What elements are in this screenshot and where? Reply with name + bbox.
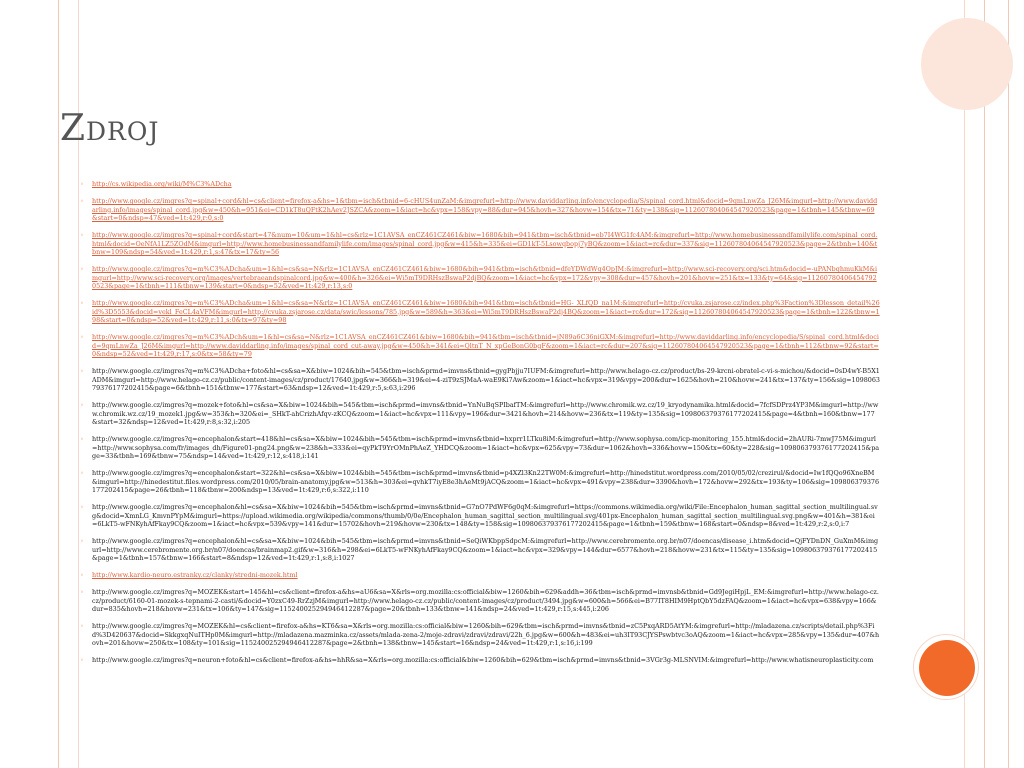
source-list-item [80, 367, 880, 392]
source-list-item [80, 401, 880, 426]
source-list-item [80, 435, 880, 460]
circle-bullet-icon: ◦ [80, 180, 84, 188]
source-text: http://www.google.cz/imgres?q=MOZEK&hl=cs&client=firefox-a&hs=KT6&sa=X&rls=org.mozilla:cs:official&biw=1260&bih=629&tbm=isch&prmd=imvns&tbnid=zC5PxqARD5AtYM:&imgrefurl=http://mladazena.cz/scripts/detail.php%3Fid%3D420637&docid=SkkgxqNuITHp0M&imgurl=http://mladazena.mazminka.cz/assets/mlada-zena-2/moje-zdravi/zdravi/zdravi/22h_6.jpg&w=600&h=483&ei=uh3IT93CJYSPswbtvc3oAQ&zoom=1&iact=hc&vpx=285&vpy=135&dur=407&hovh=201&hovw=250&tx=108&ty=101&sig=115240025294946412287&page=2&tbnh=138& [92, 622, 880, 648]
source-text: http://www.google.cz/imgres?q=encephalon&hl=cs&sa=X&biw=1024&bih=545&tbm=isch&prmd=imvns&tbnid=G7nO7PdWF6g0qM:&imgrefurl=https://commons.wikimedia.org/wiki/File:Encephalon_human_sagittal_section_multilingual.svg&docid=XmnLG_KmvnPYpM&imgurl=https://upload.wikimedia.org/wikipedia/commons/thumb/0/0e/Encephalon_human_sagittal_section_multilingual.svg/401px-Encephalon_human_sagittal_section_multilingual.svg.png&w=401&h=381&ei=6LkT5-wFNKyhAfFkay9CQ&zoom=1&iact=hc&vpx=539&vpy=141&dur=15702&hovh=219&hovw=230&tx=148&ty=158&sig=109806379376177202415&page=1&tbnh=159&tbnw=168&start=0&ndsp=8&ved=1t:429,r:2,s:0,i:7 [92, 503, 878, 528]
source-list-item [80, 299, 880, 324]
circle-bullet-icon: ◦ [80, 469, 84, 478]
circle-bullet-icon: ◦ [80, 367, 84, 376]
circle-bullet-icon: ◦ [80, 571, 84, 580]
source-list-item [80, 469, 880, 494]
source-link-fragment[interactable]: tbnw=145&start=16&ndsp=24&ved=1t:429,r:1,s:16,i:199 [400, 639, 593, 648]
source-text: http://www.google.cz/imgres?q=mozek+foto&hl=cs&sa=X&biw=1024&bih=545&tbm=isch&prmd=imvns&tbnid=YnNuBqSPIbafTM:&imgrefurl=http://www.chromik.wz.cz/19_kryodynamika.html&docid=7fcfSDPrz4YP3M&imgurl=http://www.chromik.wz.cz/19_mozek1.jpg&w=353&h=320&ei=_SHkT-ahCrizhAfqv-zKCQ&zoom=1&iact=hc&vpx=111&vpy=196&dur=3421&hovh=214&hovw=236&tx=119&ty=135&sig=109806379376177202415&page=4&tbnh=160&tbnw=177&start=32&ndsp=12&ved=1t:429,r:8,s:32,i:205 [92, 401, 879, 426]
circle-bullet-icon: ◦ [80, 537, 84, 546]
circle-bullet-icon: ◦ [80, 333, 84, 342]
source-link[interactable]: http://www.google.cz/imgres?q=m%C3%ADch&um=1&hl=cs&sa=N&rlz=1C1AVSA_enCZ461CZ461&biw=1680&bih=941&tbm=isch&tbnid=jN89a6C36niGXM:&imgrefurl=http://www.daviddarling.info/encyclopedia/S/spinal_cord.html&docid=9qmLnwZa_J26M&imgurl=http://www.daviddarling.info/images/spinal_cord_cut-away.jpg&w=450&h=341&ei=QltnT_N_xpGeBonG0bgF&zoom=1&iact=rc&dur=207&sig=112607804064547920523&page=1&tbnh=112&tbnw=92&start=0&ndsp=52&ved=1t:429,r:17,s:0&tx=58&ty=79 [92, 333, 879, 358]
circle-bullet-icon: ◦ [80, 622, 84, 631]
circle-bullet-icon: ◦ [80, 197, 84, 206]
source-text: http://www.google.cz/imgres?q=m%C3%ADcha+foto&hl=cs&sa=X&biw=1024&bih=545&tbm=isch&prmd=imvns&tbnid=gygPbjju7IUFM:&imgrefurl=http://www.helago-cz.cz/product/bs-29-krcni-obratel-c-vi-s-michou/&docid=0sD4wY-B5X1ADM&imgurl=http://www.helago-cz.cz/public/content-images/cz/product/17640.jpg&w=366&h=319&ei=4-ziT9zSJMaA-waE9Ki7Aw&zoom=1&iact=hc&vpx=319&vpy=200&dur=1625&hovh=210&hovw=241&tx=137&ty=156&sig=109806379376177202415&page=6&tbnh=151&tbnw=177&start=63&ndsp=12&ved=1t:429,r:5,s:63,i:296 [92, 367, 880, 392]
source-link[interactable]: http://cs.wikipedia.org/wiki/M%C3%ADcha [92, 180, 232, 188]
source-list-item [80, 231, 880, 256]
circle-bullet-icon: ◦ [80, 265, 84, 274]
source-link[interactable]: http://www.google.cz/imgres?q=m%C3%ADcha&um=1&hl=cs&sa=N&rlz=1C1AVSA_enCZ461CZ461&biw=1680&bih=941&tbm=isch&tbnid=HG-_XLfQD_na1M:&imgrefurl=http://cvuka.zsjarose.cz/index.php%3Faction%3Dlesson_detail%26id%3D5553&docid=vekl_FeCL4aVFM&imgurl=http://cvuka.zsjarose.cz/data/swic/lessons/785.jpg&w=589&h=363&ei=Wi5mT9DRHszBswaP2dj4BQ&zoom=1&iact=rc&dur=172&sig=112607804064547920523&page=1&tbnh=122&tbnw=198&start=0&ndsp=52&ved=1t:429,r:11,s:0&tx=97&ty=98 [92, 299, 880, 324]
decorative-circle-top [921, 18, 1013, 110]
source-list-item [80, 333, 880, 358]
circle-bullet-icon: ◦ [80, 588, 84, 597]
circle-bullet-icon: ◦ [80, 401, 84, 410]
circle-bullet-icon: ◦ [80, 231, 84, 240]
source-text: http://www.google.cz/imgres?q=neuron+foto&hl=cs&client=firefox-a&hs=hhR&sa=X&rls=org.mozilla:cs:official&biw=1260&bih=629&tbm=isch&prmd=imvns&tbnid=3VGr3g-MLSNVIM:&imgrefurl=http://www.whatisneuroplasticity.com [92, 656, 874, 665]
source-list-item [80, 197, 880, 222]
source-list-item [80, 622, 880, 647]
source-link[interactable]: http://www.google.cz/imgres?q=spinal+cord&start=47&num=10&um=1&hl=cs&rlz=1C1AVSA_enCZ461CZ461&biw=1680&bih=941&tbm=isch&tbnid=eb7I4WG1fc4AM:&imgrefurl=http://www.homebusinessandfamilylife.com/spinal_cord.html&docid=OeNfA1LZ5ZOdM&imgurl=http://www.homebusinessandfamilylife.com/images/spinal_cord.jpg&w=415&h=335&ei=GD1kT-5Lsowqbopj7yBQ&zoom=1&iact=rc&dur=337&sig=112607804064547920523&page=2&tbnh=140&tbnw=109&ndsp=54&ved=1t:429,r:1,s:47&tx=17&ty=56 [92, 231, 878, 256]
source-link[interactable]: http://www.google.cz/imgres?q=m%C3%ADcha&um=1&hl=cs&sa=N&rlz=1C1AVSA_enCZ461CZ461&biw=1680&bih=941&tbm=isch&tbnid=dfeYDWdWq4OpJM:&imgrefurl=http://www.sci-recovery.org/sci.htm&docid=-uPANbqhmuKkM&imgurl=http://www.sci-recovery.org/images/vertebraeandspinalcord.jpg&w=400&h=326&ei=Wi5mT9DRHszBswaP2djBQ&zoom=1&iact=hc&vpx=172&vpy=308&dur=457&hovh=201&hovw=251&tx=133&ty=64&sig=112607804064547920523&page=1&tbnh=111&tbnw=139&start=0&ndsp=52&ved=1t:429,r:13,s:0 [92, 265, 878, 290]
source-text: http://www.google.cz/imgres?q=encephalon&hl=cs&sa=X&biw=1024&bih=545&tbm=isch&prmd=imvns&tbnid=SeQiWKbppSdpcM:&imgrefurl=http://www.cerebromente.org.br/n07/doencas/disease_i.htm&docid=QjFYDnDN_GuXmM&imgurl=http://www.cerebromente.org.br/n07/doencas/brainmap2.gif&w=316&h=298&ei=6LkT5-wFNKyhAfFkay9CQ&zoom=1&iact=hc&vpx=329&vpy=144&dur=6577&hovh=218&hovw=231&tx=115&ty=135&sig=109806379376177202415&page=1&tbnh=157&tbnw=166&start=8&ndsp=12&ved=1t:429,r:1,s:8,i:1027 [92, 537, 879, 562]
source-link[interactable]: http://www.kardio-neuro.estranky.cz/clanky/stredni-mozek.html [92, 571, 298, 580]
source-list-item [80, 503, 880, 528]
source-text: http://www.google.cz/imgres?q=MOZEK&start=145&hl=cs&client=firefox-a&hs=aU6&sa=X&rls=org.mozilla:cs:official&biw=1260&bih=629&addh=36&tbm=isch&prmd=imvnsb&tbnid=Gd9JegiHpjL_EM:&imgrefurl=http://www.helago-cz.cz/product/6160-01-mozek-s-tepnami-2-casti/&docid=Y0zxC49-RrZzjM&imgurl=http://www.helago-cz.cz/public/content-images/cz/product/3494.jpg&w=600&h=566&ei=B77IT8HIM9HptQbY5dzFAQ&zoom=1&iact=hc&vpx=638&vpy=166&dur=835&hovh=218&hovw=231&tx=106&ty= [92, 588, 879, 614]
source-link[interactable]: http://www.google.cz/imgres?q=spinal+cord&hl=cs&client=firefox-a&hs=1&tbm=isch&tbnid=6-cHUS4unZaM:&imgrefurl=http://www.daviddarling.info/encyclopedia/S/spinal_cord.html&docid=9qmLnwZa_J26M&imgurl=http://www.daviddarling.info/images/spinal_cord.jpg&w=450&h=951&ei=CD1kT8uQFtK2hAev2JSZCA&zoom=1&iact=hc&vpx=158&vpy=88&dur=945&hovh=327&hovw=154&tx=71&ty=138&sig=112607804064547920523&page=1&tbnh=145&tbnw=69&start=0&ndsp=47&ved=1t:429,r:0,s:0 [92, 197, 878, 222]
circle-bullet-icon: ◦ [80, 656, 84, 665]
source-list-item [80, 571, 880, 579]
source-list-item [80, 537, 880, 562]
source-text: http://www.google.cz/imgres?q=encephalon&start=322&hl=cs&sa=X&biw=1024&bih=545&tbm=isch&prmd=imvns&tbnid=p4XZl3Kn22TW0M:&imgrefurl=http://hinedstitut.wordpress.com/2010/05/02/crezirul/&docid=Iw1fQQo96XneBM&imgurl=http://hinedestitut.files.wordpress.com/2010/05/brain-anatomy.jpg&w=513&h=303&ei=qvhkT7iyE8e3hAeMt9jACQ&zoom=1&iact=hc&vpx=491&vpy=238&dur=3390&hovh=172&hovw=292&tx=193&ty=106&sig=109806379376177202415&page=26&tbnh=118&tbnw=200&ndsp=13&ved=1t:429,r:6,s:322,i:110 [92, 469, 880, 494]
source-list [80, 180, 880, 674]
source-list-item [80, 180, 880, 188]
circle-bullet-icon: ◦ [80, 299, 84, 308]
source-list-item [80, 656, 880, 664]
source-text: http://www.google.cz/imgres?q=encephalon&start=418&hl=cs&sa=X&biw=1024&bih=545&tbm=isch&prmd=imvns&tbnid=hxprr1LTku8iM:&imgrefurl=http://www.sophysa.com/icp-monitoring_155.html&docid=2hAURi-7mwJ75M&imgurl=http://www.sophysa.com/fr/images_dh/Figure01-png24.png&w=238&h=333&ei=qyPkT9YrOMnPhAeZ_YHDCQ&zoom=1&iact=hc&vpx=625&vpy=73&dur=1062&hovh=336&hovw=150&tx=60&ty=228&sig=109806379376177202415&page=33&tbnh=169&tbnw=75&ndsp=14&ved=1t:429,r:12,s:418,i:141 [92, 435, 880, 460]
circle-bullet-icon: ◦ [80, 435, 84, 444]
slide-title: Zdroj [60, 108, 160, 149]
source-list-item [80, 588, 880, 613]
decorative-line [1008, 0, 1009, 768]
decorative-circle-bottom [919, 640, 975, 696]
circle-bullet-icon: ◦ [80, 503, 84, 512]
source-link-fragment[interactable]: 147&sig=115240025294946412287&page=20&tbnh=133&tbnw=141&ndsp=24&ved=1t:429,r:15,s:445,i:206 [246, 605, 610, 614]
source-list-item [80, 265, 880, 290]
